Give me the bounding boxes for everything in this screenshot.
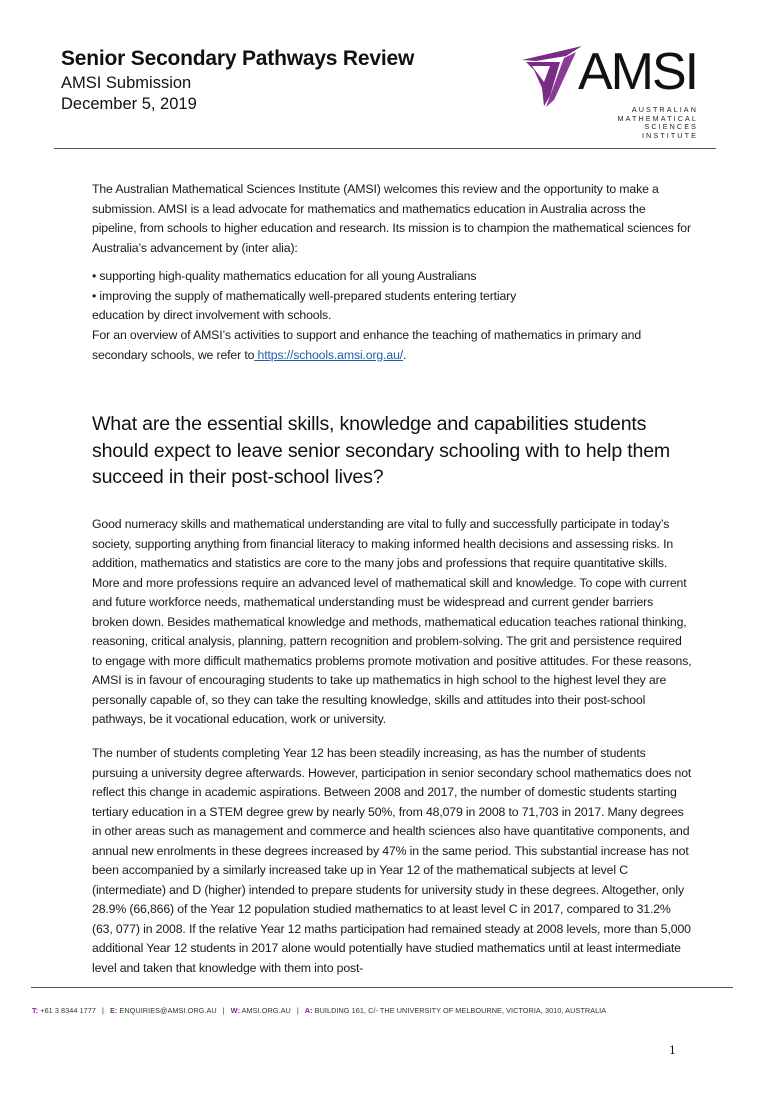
header-divider [54, 148, 716, 149]
amsi-logo [520, 44, 710, 144]
email-address[interactable]: ENQUIRIES@AMSI.ORG.AU [117, 1006, 217, 1015]
phone-number: +61 3 8344 1777 [38, 1006, 96, 1015]
bullet-item: • improving the supply of mathematically well-prepared students entering tertiary [92, 288, 517, 303]
phone-label: T: [32, 1006, 39, 1015]
amsi-wordmark: AMSI [578, 43, 698, 101]
paragraph-text: Good numeracy skills and mathematical understanding are vital to fully and successfully participate in today’s society, supporting anything from financial literacy to making informed health decisions and assessing risks. In addition, mathematics and statistics are core to the many jobs and professions that require quantitative skills. More and more professions require an advanced level of mathematical skill and knowledge. To cope with current and future workforce needs, mathematical understanding must be widespread and current gender barriers broken down. Besides mathematical knowledge and methods, mathematical education teaches rational thinking, reasoning, critical analysis, planning, pattern recognition and problem-solving. The grit and persistence required to engage with more difficult mathematics problems promote motivation and positive attitudes. For these reasons, AMSI is in favour of encouraging students to take up mathematics in high school to the highest level they are personally capable of, so they can take the resulting knowledge, skills and attitudes into their post-school pathways, be it vocational education, work or university. [92, 517, 692, 726]
document-date: December 5, 2019 [61, 95, 197, 113]
tagline-line: INSTITUTE [641, 130, 698, 140]
tagline-line: SCIENCES [644, 122, 698, 132]
page-number: 1 [669, 1044, 676, 1057]
overview-lead: For an overview of AMSI’s activities to support and enhance the teaching of mathematics in primary and secondary schools, we refer to [92, 328, 642, 362]
address-label: A: [304, 1006, 313, 1015]
bullet-item-continuation: education by direct involvement with schools. [92, 308, 332, 322]
email-label: E: [109, 1006, 118, 1015]
tagline-line: MATHEMATICAL [617, 113, 698, 123]
contact-footer [32, 1006, 752, 1016]
overview-text [92, 326, 692, 365]
overview-paragraph [92, 326, 692, 365]
paragraph-text: The number of students completing Year 12 has been steadily increasing, as has the number of students pursuing a university degree afterwards. However, participation in senior secondary school mathematics does not reflect this change in academic aspirations. Between 2008 and 2017, the number of domestic students starting tertiary education in a STEM degree grew by nearly 50%, from 48,079 in 2008 to 71,703 in 2017. Many degrees in other areas such as management and commerce and health sciences also have quantitative components, and annual new enrolments in these degrees increased by 47% in the same period. This substantial increase has not been accompanied by a similarly increased take up in Year 12 of the mathematical subjects at level C (intermediate) and D (higher) intended to prepare students for university study in these degrees. Altogether, only 28.9% (66,866) of the Year 12 population studied mathematics to at least level C in 2017, compared to 31.2% (63, 077) in 2008. If the relative Year 12 maths participation had remained steady at 2008 levels, more than 5,000 additional Year 12 students in 2017 alone would potentially have studied mathematics until at least intermediate level and taken that knowledge with them into post- [92, 746, 692, 975]
web-label: W: [230, 1006, 240, 1015]
postal-address: BUILDING 161, C/- THE UNIVERSITY OF MELBOURNE, VICTORIA, 3010, AUSTRALIA [312, 1006, 607, 1015]
bullet-item: • supporting high-quality mathematics education for all young Australians [92, 269, 477, 283]
intro-paragraph [92, 180, 692, 258]
tagline-line: AUSTRALIAN [631, 105, 698, 114]
document-subtitle: AMSI Submission [61, 74, 192, 92]
mission-bullet-list [92, 267, 692, 326]
website[interactable]: AMSI.ORG.AU [239, 1006, 291, 1015]
section-question-heading: What are the essential skills, knowledge and capabilities students should expect to leave senior secondary schooling with to help them succeed in their post-school lives? [92, 413, 671, 488]
footer-divider [31, 987, 733, 988]
overview-end: . [403, 347, 407, 362]
intro-text: The Australian Mathematical Sciences Institute (AMSI) welcomes this review and the opportunity to make a submission. AMSI is a lead advocate for mathematics and mathematics education in Australia across the pipeline, from schools to higher education and research. Its mission is to champion the mathematical sciences for Australia’s advancement by (inter alia): [92, 182, 691, 255]
footer-separator: | [222, 1006, 225, 1015]
schools-amsi-link[interactable]: https://schools.amsi.org.au/ [254, 347, 404, 362]
numeracy-paragraph [92, 515, 692, 730]
document-title: Senior Secondary Pathways Review [61, 47, 415, 70]
participation-paragraph [92, 744, 692, 978]
footer-separator: | [296, 1006, 299, 1015]
footer-separator: | [102, 1006, 104, 1015]
amsi-tagline [618, 106, 698, 140]
